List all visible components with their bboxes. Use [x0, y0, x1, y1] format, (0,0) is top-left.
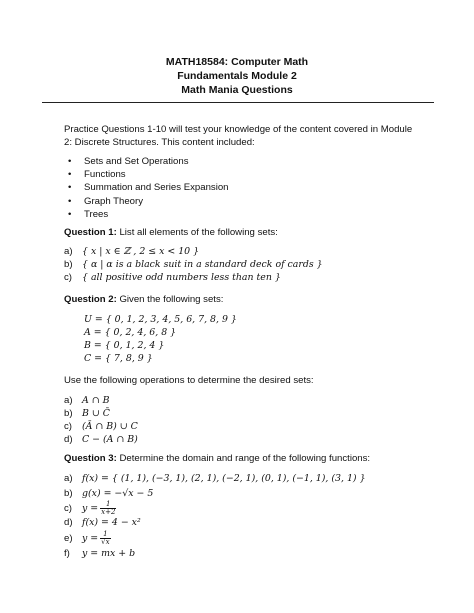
title-divider: [42, 102, 434, 103]
question-2-text: Given the following sets:: [116, 294, 224, 305]
question-1-heading: [64, 226, 278, 239]
q1-item-c: c) { all positive odd numbers less than ten }: [64, 272, 281, 283]
bullet-icon: •: [68, 195, 72, 207]
q1-item-a: a) { x | x ∈ ℤ , 2 ≤ x < 10 }: [64, 246, 200, 257]
bullet-icon: •: [68, 182, 72, 194]
question-1-text: List all elements of the following sets:: [116, 227, 278, 238]
q3-item-b: b) g(x) = −√x − 5: [64, 488, 154, 499]
q2-item-d: d) C − (A ∩ B): [64, 434, 138, 445]
q3-item-d: d) f(x) = 4 − x²: [64, 517, 141, 528]
list-item: • Functions: [68, 169, 126, 181]
doc-title-line-1: MATH18584: Computer Math: [165, 56, 309, 68]
set-b: B = { 0, 1, 2, 4 }: [84, 340, 165, 351]
list-item: • Sets and Set Operations: [68, 156, 189, 167]
list-item: • Graph Theory: [68, 195, 144, 207]
doc-title-line-3: Math Mania Questions: [181, 84, 293, 96]
bullet-icon: •: [68, 156, 72, 167]
set-a: A = { 0, 2, 4, 6, 8 }: [84, 327, 177, 338]
bullet-icon: •: [68, 208, 72, 220]
q1-item-b: b) { α | α is a black suit in a standard deck of cards }: [64, 259, 323, 270]
q2-item-a: a) A ∩ B: [64, 395, 110, 406]
q3-item-e: e) y = $\frac{1}{√x}$: [64, 530, 110, 546]
question-1-label: Question 1:: [64, 227, 117, 238]
question-3-label: Question 3:: [64, 453, 117, 464]
q3-item-a: a) f(x) = { (1, 1), (−3, 1), (2, 1), (−2, 1), (0, 1), (−1, 1), (3, 1) }: [64, 473, 366, 484]
list-item: • Trees: [68, 208, 109, 220]
q3-item-f: f) y = mx + b: [64, 548, 136, 559]
fraction: $\frac{1}{√x}$: [101, 530, 110, 546]
set-u: U = { 0, 1, 2, 3, 4, 5, 6, 7, 8, 9 }: [84, 314, 237, 325]
q3-item-c: c) y = $\frac{1}{x+2}$: [64, 500, 116, 516]
topic-list: [68, 155, 229, 221]
list-item: • Summation and Series Expansion: [68, 182, 229, 194]
q2-item-c: c) (Ā ∩ B) ∪ C: [64, 421, 138, 432]
set-c: C = { 7, 8, 9 }: [84, 353, 153, 364]
fraction: $\frac{1}{x+2}$: [101, 500, 116, 516]
question-2-label: Question 2:: [64, 294, 117, 305]
question-2-heading: [64, 293, 223, 306]
bullet-icon: •: [68, 169, 72, 181]
q2-item-b: b) B ∪ C̄: [64, 408, 110, 419]
doc-title-line-2: Fundamentals Module 2: [177, 70, 297, 82]
q2-instruction: Use the following operations to determine the desired sets:: [64, 375, 314, 386]
intro-paragraph: Practice Questions 1-10 will test your knowledge of the content covered in Module 2: Discrete Structures. This content included:: [64, 124, 413, 148]
question-3-heading: [64, 452, 370, 465]
question-3-text: Determine the domain and range of the following functions:: [116, 453, 371, 464]
